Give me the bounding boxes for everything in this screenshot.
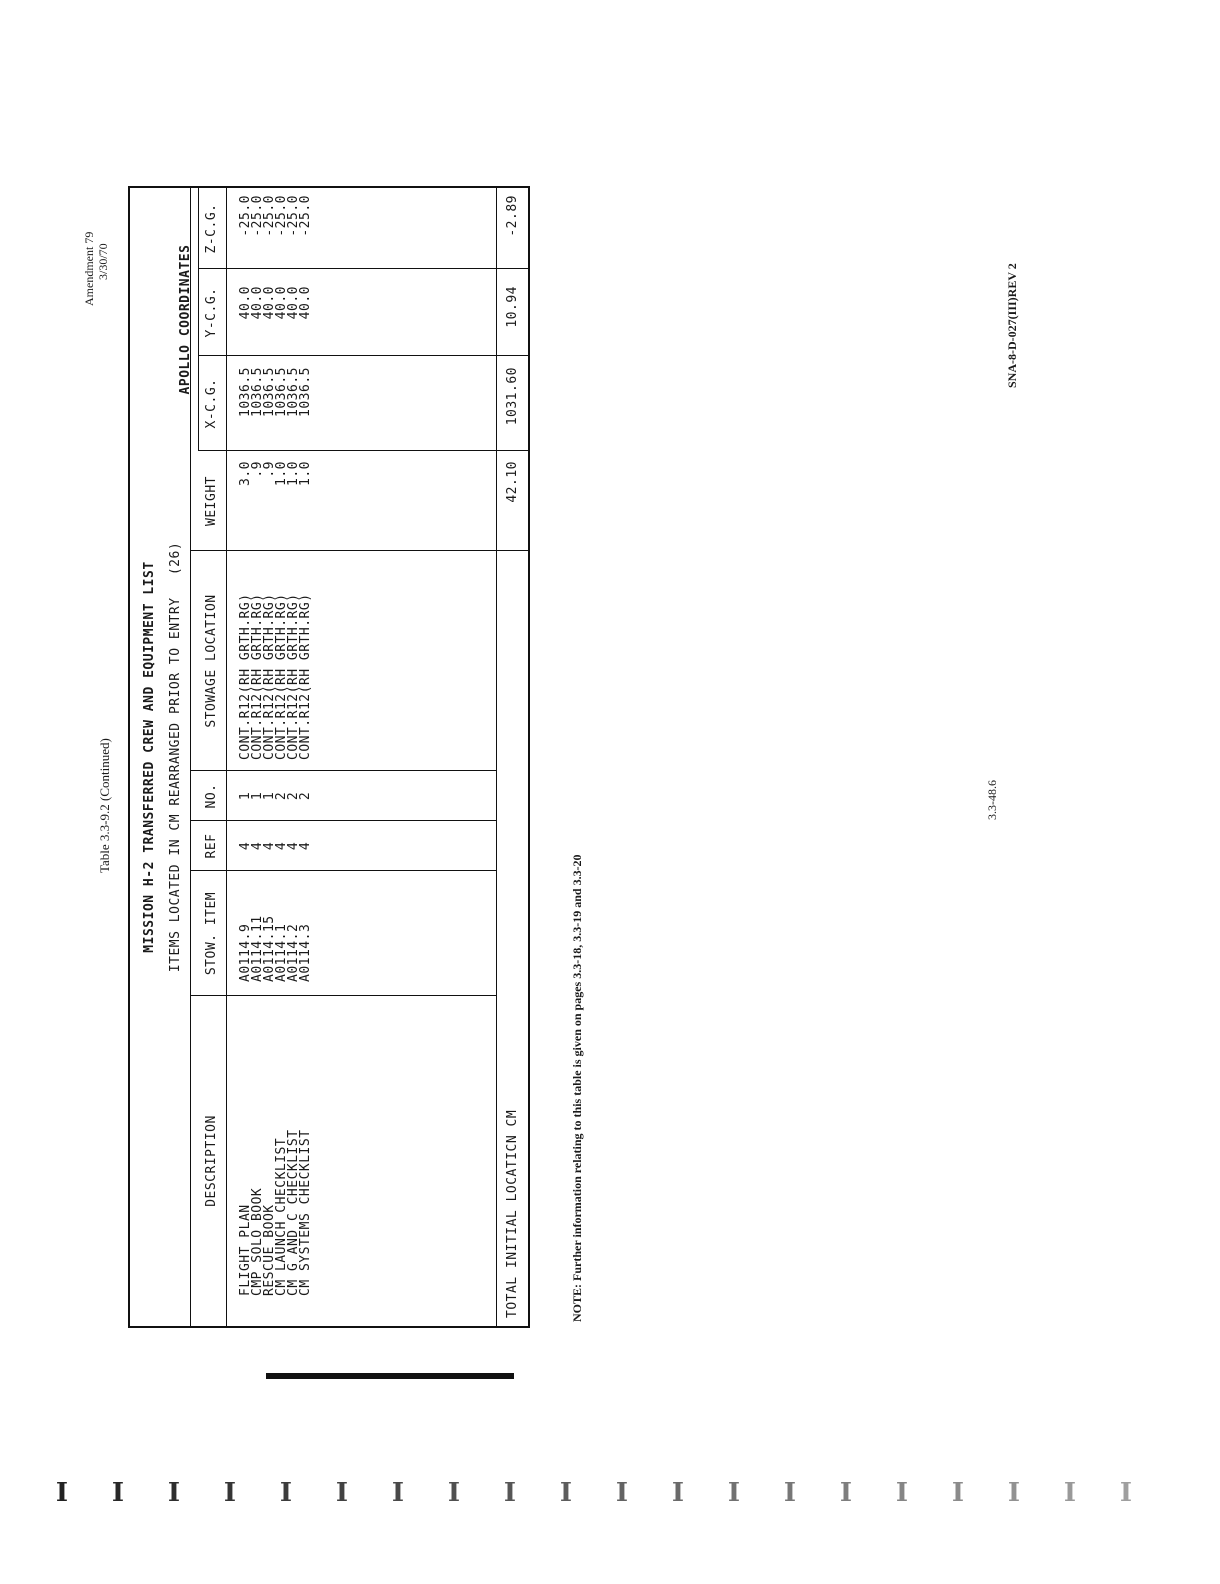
- col-divider-3: [190, 820, 496, 821]
- table-cell: CONT.R12(RH GRTH.RG): [238, 593, 253, 760]
- table-cell: -25.0: [250, 195, 265, 237]
- table-cell: .9: [250, 461, 265, 478]
- bottom-mark: I: [111, 1478, 125, 1508]
- rule-above-total: [496, 188, 497, 1326]
- table-cell: 2: [274, 791, 289, 801]
- header-ref: REF: [204, 833, 219, 859]
- table-cell: CONT.R12(RH GRTH.RG): [298, 593, 313, 760]
- bottom-mark: I: [839, 1478, 853, 1508]
- table-cell: 3.0: [238, 461, 253, 486]
- total-x-cg: 1031.60: [505, 367, 520, 426]
- bottom-mark: I: [391, 1478, 405, 1508]
- col-divider-4: [190, 770, 496, 771]
- table-cell: CONT.R12(RH GRTH.RG): [262, 593, 277, 760]
- rows-stow-item: [240, 915, 312, 982]
- table-cell: 2: [298, 791, 313, 801]
- table-row: CM SYSTEMS CHECKLIST: [298, 1129, 313, 1296]
- table-cell: A0114.15: [262, 915, 277, 982]
- total-label: TOTAL INITIAL LOCATICN CM: [505, 1109, 520, 1318]
- header-no: NO.: [204, 783, 219, 809]
- table-cell: -25.0: [274, 195, 289, 237]
- table-cell: 4: [298, 841, 313, 851]
- header-x-cg: X-C.G.: [204, 378, 219, 429]
- total-y-cg: 10.94: [505, 286, 520, 328]
- table-cell: 40.0: [298, 286, 313, 320]
- bottom-mark: I: [1063, 1478, 1077, 1508]
- table-cell: 1.0: [274, 461, 289, 486]
- table-caption: Table 3.3-9.2 (Continued): [97, 738, 112, 873]
- table-cell: .9: [262, 461, 277, 478]
- bottom-mark: I: [951, 1478, 965, 1508]
- table-cell: 40.0: [262, 286, 277, 320]
- rows-weight: [240, 461, 312, 551]
- table-cell: 40.0: [274, 286, 289, 320]
- table-subtitle-text: ITEMS LOCATED IN CM REARRANGED PRIOR TO ENTRY: [168, 597, 183, 973]
- rows-ref: [240, 821, 312, 871]
- table-cell: -25.0: [286, 195, 301, 237]
- bottom-mark: I: [615, 1478, 629, 1508]
- total-z-cg: -2.89: [505, 195, 520, 237]
- table-cell: 4: [286, 841, 301, 851]
- table-cell: 1: [238, 791, 253, 801]
- table-cell: 1036.5: [298, 367, 313, 417]
- note-text: NOTE: Further information relating to this table is given on pages 3.3-18, 3.3-19 and 3.3-20: [570, 854, 584, 1322]
- table-cell: CONT.R12(RH GRTH.RG): [274, 593, 289, 760]
- header-stowage-location: STOWAGE LOCATION: [204, 594, 219, 728]
- amendment-number: Amendment 79: [82, 231, 96, 306]
- header-description: DESCRIPTION: [204, 1115, 219, 1207]
- table-subtitle-ref: (26): [168, 541, 183, 576]
- rows-z-cg: [240, 195, 312, 269]
- table-row: RESCUE BOOK: [262, 1204, 277, 1296]
- table-cell: 4: [262, 841, 277, 851]
- bottom-mark: I: [895, 1478, 909, 1508]
- bottom-mark: I: [223, 1478, 237, 1508]
- table-cell: 4: [250, 841, 265, 851]
- header-y-cg: Y-C.G.: [204, 287, 219, 338]
- header-weight: WEIGHT: [204, 476, 219, 526]
- bottom-mark: I: [167, 1478, 181, 1508]
- divider-bar: [266, 1373, 514, 1379]
- amendment-label: [82, 232, 110, 306]
- col-divider-1: [190, 995, 496, 996]
- table-cell: CONT.R12(RH GRTH.RG): [250, 593, 265, 760]
- table-cell: 40.0: [250, 286, 265, 320]
- table-cell: 4: [238, 841, 253, 851]
- page-number: 3.3-48.6: [985, 780, 999, 820]
- table-cell: 1036.5: [250, 367, 265, 417]
- bottom-mark-strip: [48, 1478, 1168, 1514]
- table-row: CMP SOLO BOOK: [250, 1187, 265, 1296]
- bottom-mark: I: [559, 1478, 573, 1508]
- table-cell: CONT.R12(RH GRTH.RG): [286, 593, 301, 760]
- table-cell: A0114.3: [298, 923, 313, 982]
- bottom-mark: I: [1007, 1478, 1021, 1508]
- table-cell: 1: [250, 791, 265, 801]
- table-row: CM LAUNCH CHECKLIST: [274, 1137, 289, 1296]
- rows-x-cg: [240, 367, 312, 451]
- table-cell: 2: [286, 791, 301, 801]
- table-cell: 1036.5: [238, 367, 253, 417]
- table-row: CM G AND C CHECKLIST: [286, 1129, 301, 1296]
- table-cell: 1: [262, 791, 277, 801]
- bottom-mark: I: [503, 1478, 517, 1508]
- table-cell: A0114.1: [274, 923, 289, 982]
- table-cell: A0114.9: [238, 923, 253, 982]
- col-divider-2: [190, 870, 496, 871]
- rows-stowage-location: [240, 593, 312, 760]
- bottom-mark: I: [279, 1478, 293, 1508]
- document-id: SNA-8-D-027(III)REV 2: [1005, 263, 1019, 388]
- header-z-cg: Z-C.G.: [204, 203, 219, 254]
- bottom-mark: I: [727, 1478, 741, 1508]
- amendment-date: 3/30/70: [96, 243, 110, 280]
- equipment-table: [128, 186, 530, 1328]
- table-cell: 40.0: [286, 286, 301, 320]
- rows-y-cg: [240, 286, 312, 356]
- bottom-mark: I: [55, 1478, 69, 1508]
- table-cell: A0114.2: [286, 923, 301, 982]
- table-cell: -25.0: [238, 195, 253, 237]
- bottom-mark: I: [1119, 1478, 1133, 1508]
- table-cell: 1036.5: [274, 367, 289, 417]
- bottom-mark: I: [783, 1478, 797, 1508]
- bottom-mark: I: [335, 1478, 349, 1508]
- table-cell: 1036.5: [262, 367, 277, 417]
- total-weight: 42.10: [505, 461, 520, 503]
- rule-below-coord-group: [198, 188, 199, 451]
- table-cell: 1.0: [298, 461, 313, 486]
- table-cell: 1036.5: [286, 367, 301, 417]
- rule-below-headers: [226, 188, 227, 1326]
- bottom-mark: I: [447, 1478, 461, 1508]
- table-cell: -25.0: [298, 195, 313, 237]
- table-title: MISSION H-2 TRANSFERRED CREW AND EQUIPMENT LIST: [142, 561, 157, 953]
- table-cell: A0114.11: [250, 915, 265, 982]
- table-cell: 40.0: [238, 286, 253, 320]
- table-row: FLIGHT PLAN: [238, 1204, 253, 1296]
- apollo-coordinates-header: APOLLO COORDINATES: [178, 244, 193, 395]
- rows-no: [240, 771, 312, 821]
- rows-description: [240, 1129, 312, 1296]
- bottom-mark: I: [671, 1478, 685, 1508]
- table-cell: 4: [274, 841, 289, 851]
- header-stow-item: STOW. ITEM: [204, 891, 219, 976]
- table-cell: -25.0: [262, 195, 277, 237]
- table-cell: 1.0: [286, 461, 301, 486]
